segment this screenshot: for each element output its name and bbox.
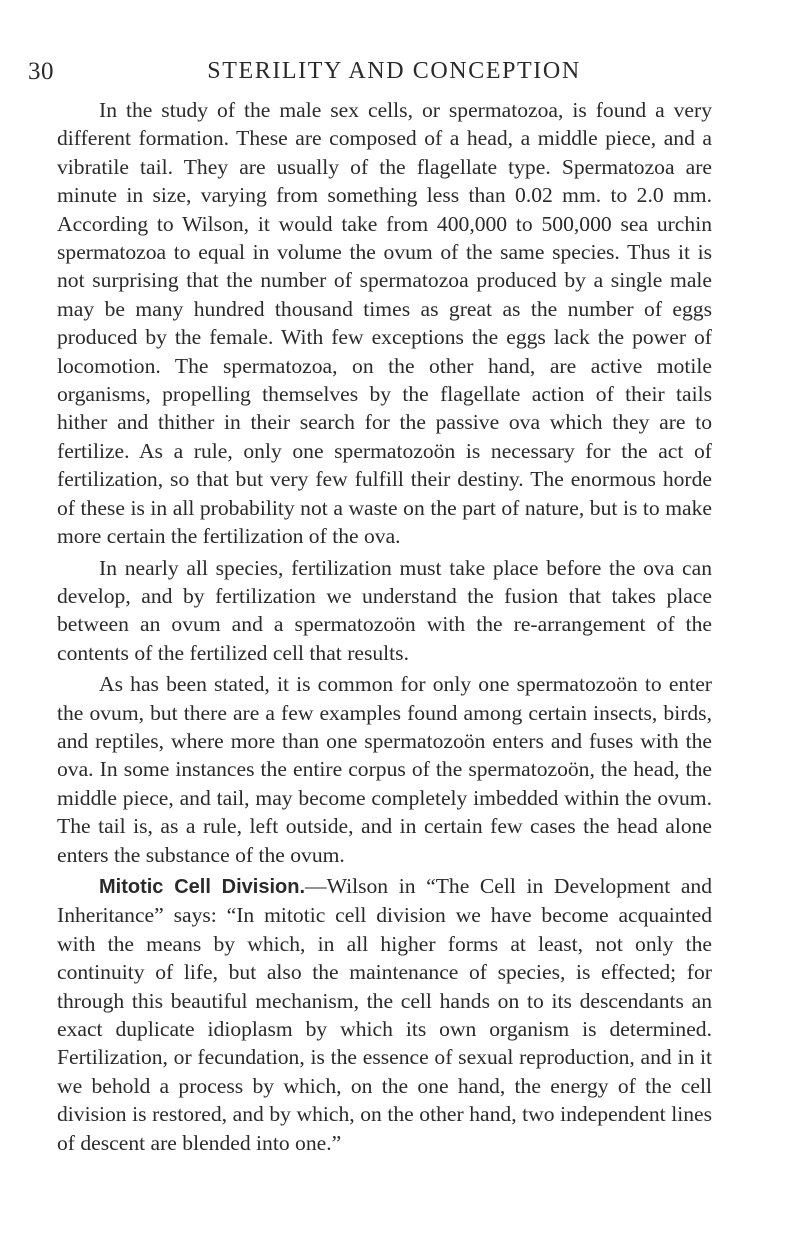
running-title: STERILITY AND CONCEPTION	[207, 58, 581, 84]
paragraph-mitotic-cell-division	[57, 872, 712, 1157]
section-run-in-heading: Mitotic Cell Division.	[99, 875, 305, 898]
paragraph-text: In the study of the male sex cells, or spermatozoa, is found a very different formation. These are composed of a head, a middle piece, and a vibratile tail. They are usually of the flagellate type. Spermatozoa are minute in size, varying from something less than 0.02 mm. to 2.0 mm. According to Wilson, it would take from 400,000 to 500,000 sea urchin spermatozoa to equal in volume the ovum of the same species. Thus it is not surprising that the number of spermatozoa produced by a single male may be many hundred thousand times as great as the number of eggs produced by the female. With few exceptions the eggs lack the power of locomotion. The spermatozoa, on the other hand, are active motile organisms, propelling themselves by the flagellate action of their tails hither and thither in their search for the passive ova which they are to fertilize. As a rule, only one spermatozoön is necessary for the act of fertilization, so that but very few fulfill their destiny. The enormous horde of these is in all probability not a waste on the part of nature, but is to make more certain the fertilization of the ova.	[57, 98, 712, 549]
paragraph-text: As has been stated, it is common for only one spermatozoön to enter the ovum, but there are a few examples found among certain insects, birds, and reptiles, where more than one spermatozoön enters and fuses with the ova. In some instances the entire corpus of the spermatozoön, the head, the middle piece, and tail, may become completely imbedded within the ovum. The tail is, as a rule, left outside, and in certain few cases the head alone enters the substance of the ovum.	[57, 672, 712, 867]
paragraph-text: In nearly all species, fertilization must take place before the ova can develop, and by fertilization we understand the fusion that takes place between an ovum and a spermatozoön with the re-arrangement of the contents of the fertilized cell that results.	[57, 555, 712, 665]
body-text	[57, 96, 712, 1157]
paragraph-fertilization	[57, 554, 712, 668]
paragraph-ovum-entry	[57, 670, 712, 869]
page-number: 30	[28, 58, 54, 85]
running-head	[28, 58, 700, 94]
paragraph-text: —Wilson in “The Cell in Development and Inheritance” says: “In mitotic cell division we have become acquainted with the means by which, in all higher forms at least, not only the continuity of life, but also the maintenance of species, is effected; for through this beautiful mechanism, the cell hands on to its descendants an exact duplicate idioplasm by which its own organism is determined. Fertilization, or fecundation, is the essence of sexual reproduction, and in it we behold a process by which, on the one hand, the energy of the cell division is restored, and by which, on the other hand, two independent lines of descent are blended into one.”	[57, 873, 712, 1155]
paragraph-spermatozoa	[57, 96, 712, 551]
